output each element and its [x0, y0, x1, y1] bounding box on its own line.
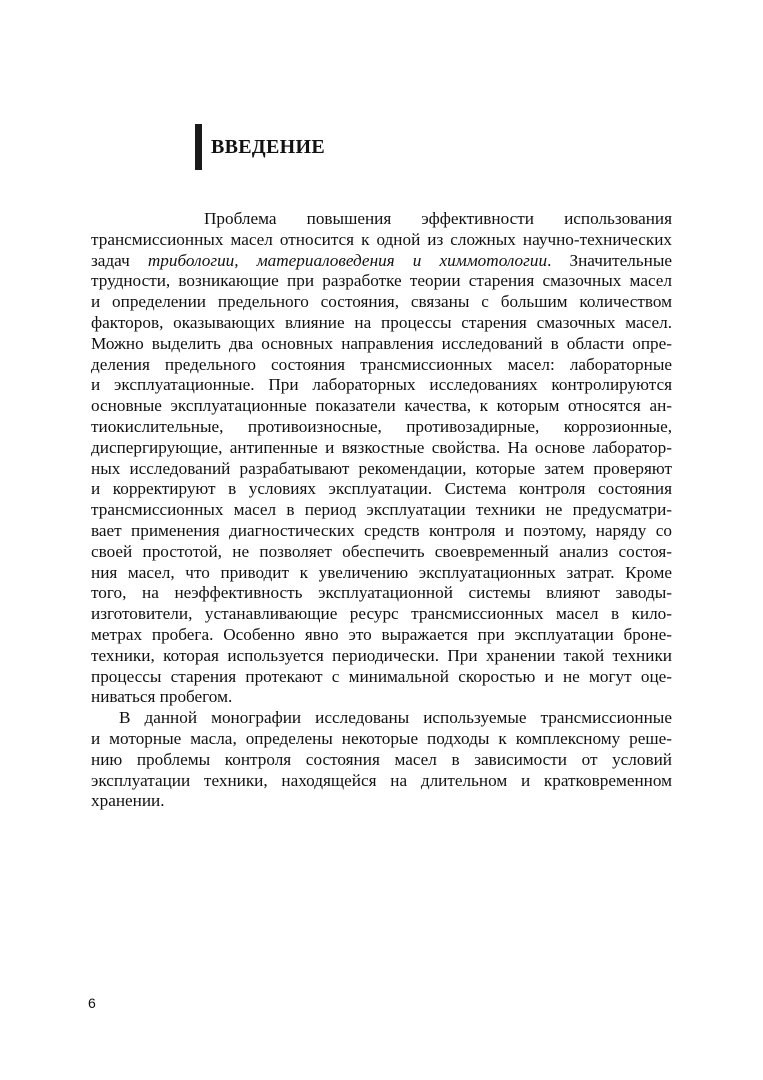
text-line: трудности, возникающие при разработке теории старения смазочных масел: [91, 271, 672, 291]
paragraph: [91, 708, 672, 812]
chapter-heading: [195, 122, 325, 172]
text-line: и определении предельного состояния, связаны с большим количеством: [91, 292, 672, 312]
text-line: и эксплуатационные. При лабораторных исследованиях контролируются: [91, 375, 672, 395]
italic-text: трибологии, материаловедения и химмотологии: [147, 250, 548, 270]
text-line: тиокислительные, противоизносные, противозадирные, коррозионные,: [91, 416, 672, 436]
text-line: ния масел, что приводит к увеличению эксплуатационных затрат. Кроме: [91, 562, 672, 582]
text-line: трансмиссионных масел относится к одной из сложных научно-технических: [91, 229, 672, 249]
text-line: Можно выделить два основных направления исследований в области опре-: [91, 333, 672, 353]
text-line: метрах пробега. Особенно явно это выражается при эксплуатации броне-: [91, 624, 672, 644]
text-line: нию проблемы контроля состояния масел в зависимости от условий: [91, 749, 672, 769]
text-line: факторов, оказывающих влияние на процессы старения смазочных масел.: [91, 312, 672, 332]
paragraph: [91, 209, 672, 708]
text-line: и моторные масла, определены некоторые подходы к комплексному реше-: [91, 728, 672, 748]
text-line: и корректируют в условиях эксплуатации. Система контроля состояния: [91, 479, 672, 499]
text-line: хранении.: [91, 791, 165, 811]
text-line: основные эксплуатационные показатели качества, к которым относятся ан-: [91, 396, 672, 416]
text-line: диспергирующие, антипенные и вязкостные свойства. На основе лаборатор-: [91, 437, 672, 457]
text-line: ниваться пробегом.: [91, 687, 233, 707]
text-line: техники, которая используется периодически. При хранении такой техники: [91, 645, 672, 665]
text-segment: задач: [91, 250, 148, 270]
body-text: [91, 209, 672, 812]
text-line: Проблема повышения эффективности использования: [204, 209, 672, 228]
text-line: того, на неэффективность эксплуатационной системы влияют заводы-: [91, 583, 672, 603]
heading-title: ВВЕДЕНИЕ: [211, 135, 325, 158]
text-line: [91, 251, 672, 272]
text-line: процессы старения протекают с минимальной скоростью и не могут оце-: [91, 666, 672, 686]
text-line: эксплуатации техники, находящейся на длительном и кратковременном: [91, 770, 672, 790]
heading-bar: [195, 124, 202, 170]
page-number: 6: [88, 995, 96, 1011]
text-line: ных исследований разрабатывают рекомендации, которые затем проверяют: [91, 458, 672, 478]
text-segment: . Значительные: [547, 250, 673, 270]
text-line: вает применения диагностических средств контроля и поэтому, наряду со: [91, 520, 672, 540]
text-line: изготовители, устанавливающие ресурс трансмиссионных масел в кило-: [91, 604, 672, 624]
text-line: своей простотой, не позволяет обеспечить своевременный анализ состоя-: [91, 541, 672, 561]
text-line: деления предельного состояния трансмиссионных масел: лабораторные: [91, 354, 672, 374]
text-line: В данной монографии исследованы используемые трансмиссионные: [119, 708, 672, 728]
text-line: трансмиссионных масел в период эксплуатации техники не предусматри-: [91, 500, 672, 520]
